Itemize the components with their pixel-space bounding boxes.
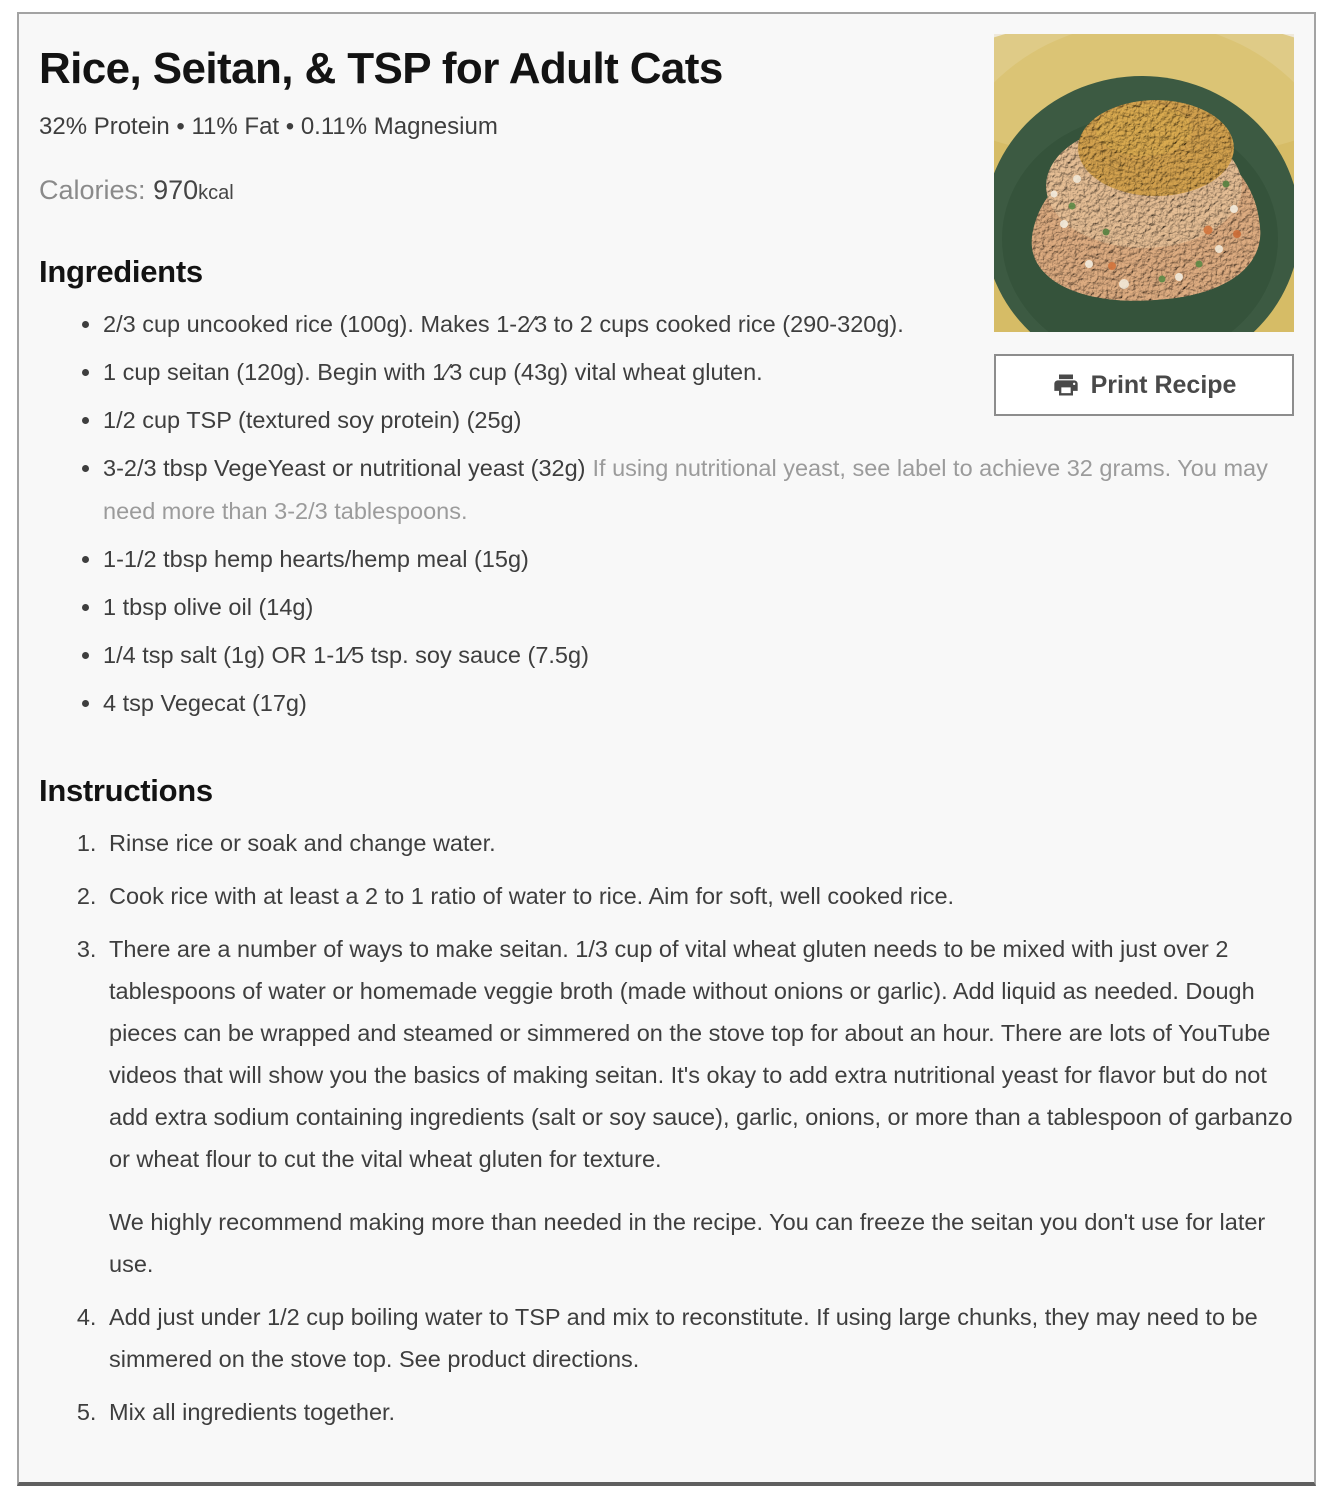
ingredient-item [103, 682, 1294, 725]
recipe-media [994, 34, 1294, 416]
ingredient-note: If using nutritional yeast, see label to achieve 32 grams. You may need more than 3-2/3 tablespoons. [103, 455, 1268, 525]
ingredient-text: 1 cup seitan (120g). Begin with 1⁄3 cup (43g) vital wheat gluten. [103, 359, 763, 386]
ingredient-text: 3-2/3 tbsp VegeYeast or nutritional yeast (32g) [103, 455, 586, 482]
recipe-photo [994, 34, 1294, 332]
instructions-heading: Instructions [39, 773, 213, 809]
ingredient-text: 2/3 cup uncooked rice (100g). Makes 1-2⁄3 to 2 cups cooked rice (290-320g). [103, 311, 904, 338]
instruction-item [103, 1296, 1294, 1380]
instruction-item [103, 875, 1294, 917]
ingredient-text: 1/4 tsp salt (1g) OR 1-1⁄5 tsp. soy sauce (7.5g) [103, 642, 589, 669]
ingredient-text: 1 tbsp olive oil (14g) [103, 594, 314, 621]
ingredient-text: 1/2 cup TSP (textured soy protein) (25g) [103, 407, 522, 434]
ingredients-heading: Ingredients [39, 254, 203, 290]
ingredient-item [103, 447, 1294, 533]
ingredient-text: 1-1/2 tbsp hemp hearts/hemp meal (15g) [103, 546, 529, 573]
recipe-title: Rice, Seitan, & TSP for Adult Cats [39, 44, 723, 93]
instruction-item [103, 928, 1294, 1285]
instruction-paragraph: 1. Rinse rice or soak and change water. [109, 830, 496, 857]
print-recipe-button[interactable] [994, 354, 1294, 416]
ingredient-item [103, 634, 1294, 677]
instruction-paragraph: 3. There are a number of ways to make seitan. 1/3 cup of vital wheat gluten needs to be mixed with just over 2 tablespoons of water or homemade veggie broth (made without onions or garlic). Add liquid as needed. Dough pieces can be wrapped and steamed or simmered on the stove top for about an hour. There are lots of YouTube videos that will show you the basics of making seitan. It's okay to add extra nutritional yeast for flavor but do not add extra sodium containing ingredients (salt or soy sauce), garlic, onions, or more than a tablespoon of garbanzo or wheat flour to cut the vital wheat gluten for texture. [109, 936, 1293, 1173]
recipe-card [17, 12, 1316, 1486]
ingredient-text: 4 tsp Vegecat (17g) [103, 690, 307, 717]
print-recipe-label: Print Recipe [1090, 370, 1237, 399]
ingredient-item [103, 538, 1294, 581]
nutrition-summary: 32% Protein • 11% Fat • 0.11% Magnesium [39, 113, 498, 141]
instruction-item [103, 822, 1294, 864]
calories-value: 970 [153, 175, 199, 206]
instruction-paragraph: 2. Cook rice with at least a 2 to 1 ratio of water to rice. Aim for soft, well cooked rice. [109, 883, 955, 910]
ingredient-item [103, 586, 1294, 629]
calories-label: Calories: [39, 175, 146, 206]
calories-unit: kcal [198, 182, 234, 205]
instruction-item [103, 1391, 1294, 1433]
instruction-paragraph: 4. Add just under 1/2 cup boiling water to TSP and mix to reconstitute. If using large chunks, they may need to be simmered on the stove top. See product directions. [109, 1304, 1258, 1373]
instruction-paragraph: We highly recommend making more than needed in the recipe. You can freeze the seitan you don't use for later use. [109, 1209, 1266, 1278]
instructions-list [39, 822, 1294, 1433]
instruction-paragraph: 5. Mix all ingredients together. [109, 1399, 396, 1426]
printer-icon [1052, 371, 1080, 399]
